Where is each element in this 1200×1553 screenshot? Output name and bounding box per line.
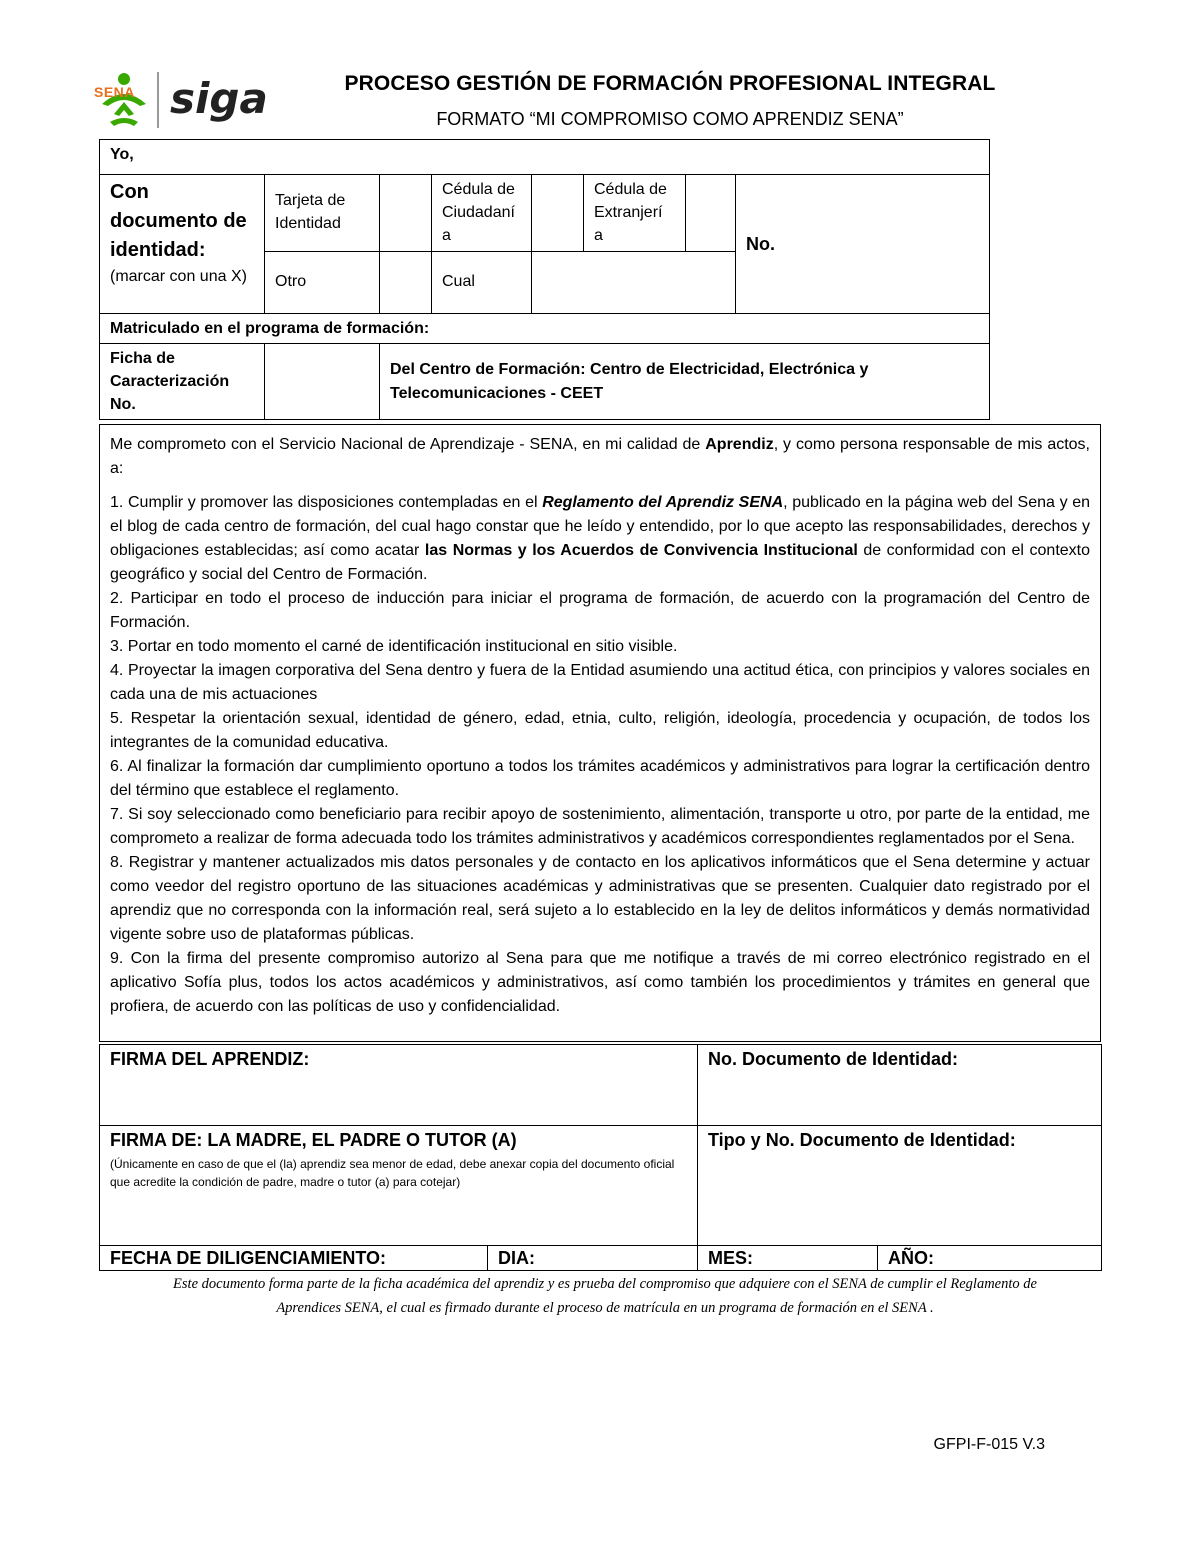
tutor-note: (Únicamente en caso de que el (la) aprendiz sea menor de edad, debe anexar copia del documento oficial que acredite la condición de padre, madre o tutor (a) para cotejar) xyxy=(110,1157,675,1189)
commitment-text-box xyxy=(99,424,1101,1042)
commitment-item-5: 5. Respetar la orientación sexual, identidad de género, edad, etnia, culto, religión, ideología, procedencia y ocupación, de todos los integrantes de la comunidad educativa. xyxy=(110,710,1090,751)
ficha-label: Ficha de Caracterización No. xyxy=(100,343,265,420)
identity-table xyxy=(99,139,990,420)
no-documento-field[interactable]: No. Documento de Identidad: xyxy=(698,1045,1102,1126)
commitment-item-7: 7. Si soy seleccionado como beneficiario para recibir apoyo de sostenimiento, alimentación, transporte u otro, por parte de la entidad, me comprometo a realizar de forma adecuada todo los trámites administrativos y académicos correspondientes reglamentados por el Sena. xyxy=(110,806,1090,847)
signature-table xyxy=(99,1044,1102,1271)
matriculado-field[interactable]: Matriculado en el programa de formación: xyxy=(100,313,990,343)
dia-field[interactable]: DIA: xyxy=(488,1246,698,1271)
siga-logo-text: siga xyxy=(170,74,268,123)
form-code: GFPI-F-015 V.3 xyxy=(933,1436,1045,1453)
sena-siga-logo xyxy=(92,70,268,132)
commitment-item-3: 3. Portar en todo momento el carné de identificación institucional en sitio visible. xyxy=(110,638,678,655)
document-type-label-cell xyxy=(100,175,265,314)
cual-label: Cual xyxy=(432,251,532,313)
cedula-ciudadania-label: Cédula de Ciudadaní a xyxy=(432,175,532,252)
commitment-item-2: 2. Participar en todo el proceso de inducción para iniciar el programa de formación, de acuerdo con la programación del Centro de Formación. xyxy=(110,590,1090,631)
commitment-item-6: 6. Al finalizar la formación dar cumplimiento oportuno a todos los trámites académicos y administrativos para lograr la certificación dentro del término que establece el reglamento. xyxy=(110,758,1090,799)
otro-checkbox[interactable] xyxy=(380,251,432,313)
cedula-extranjeria-checkbox[interactable] xyxy=(686,175,736,252)
logo-divider xyxy=(157,72,159,128)
firma-tutor-field[interactable] xyxy=(100,1126,698,1246)
document-number-field[interactable]: No. xyxy=(736,175,990,314)
mes-field[interactable]: MES: xyxy=(698,1246,878,1271)
commitment-item-1: 1. Cumplir y promover las disposiciones contempladas en el Reglamento del Aprendiz SENA, publicado en la página web del Sena y en el blog de cada centro de formación, del cual hago constar que he leído y entendido, por lo que acepto las responsabilidades, derechos y obligaciones establecidas; así como acatar las Normas y los Acuerdos de Convivencia Institucional de conformidad con el contexto geográfico y social del Centro de Formación. xyxy=(110,494,1091,583)
firma-tutor-label: FIRMA DE: LA MADRE, EL PADRE O TUTOR (A) xyxy=(110,1130,517,1150)
marcar-label: (marcar con una X) xyxy=(110,268,247,285)
cedula-extranjeria-label: Cédula de Extranjerí a xyxy=(584,175,686,252)
commitment-item-4: 4. Proyectar la imagen corporativa del Sena dentro y fuera de la Entidad asumiendo una actitud ética, con principios y valores sociales en cada una de mis actuaciones xyxy=(110,662,1090,703)
tarjeta-label: Tarjeta de Identidad xyxy=(265,175,380,252)
page-subtitle: FORMATO “MI COMPROMISO COMO APRENDIZ SENA” xyxy=(436,109,904,129)
commitment-item-9: 9. Con la firma del presente compromiso autorizo al Sena para que me notifique a través de mi correo electrónico registrado en el aplicativo Sofía plus, todos los actos académicos y administrativos, así como también los procedimientos y trámites en general que profiera, de acuerdo con las políticas de uso y confidencialidad. xyxy=(110,950,1090,1015)
cedula-ciudadania-checkbox[interactable] xyxy=(532,175,584,252)
otro-label: Otro xyxy=(265,251,380,313)
fecha-label: FECHA DE DILIGENCIAMIENTO: xyxy=(100,1246,488,1271)
anio-field[interactable]: AÑO: xyxy=(878,1246,1102,1271)
sena-logo-text: SENA xyxy=(94,84,135,100)
commitment-item-8: 8. Registrar y mantener actualizados mis datos personales y de contacto en los aplicativos informáticos que el Sena determine y actuar como veedor del registro oportuno de las situaciones académicas y administrativas que se presenten. Cualquier dato registrado por el aprendiz que no corresponda con la información real, será sujeto a lo establecido en la ley de delitos informáticos y demás normatividad vigente sobre uso de plataformas públicas. xyxy=(110,854,1090,943)
centro-formacion-label: Del Centro de Formación: Centro de Electricidad, Electrónica y Telecomunicaciones - CEET xyxy=(380,343,990,420)
yo-field[interactable]: Yo, xyxy=(100,140,990,175)
ficha-number-field[interactable] xyxy=(265,343,380,420)
sena-logo-icon xyxy=(92,70,156,132)
firma-aprendiz-field[interactable]: FIRMA DEL APRENDIZ: xyxy=(100,1045,698,1126)
tipo-documento-field[interactable]: Tipo y No. Documento de Identidad: xyxy=(698,1126,1102,1246)
page-title: PROCESO GESTIÓN DE FORMACIÓN PROFESIONAL INTEGRAL xyxy=(344,72,996,95)
tarjeta-checkbox[interactable] xyxy=(380,175,432,252)
cual-field[interactable] xyxy=(532,251,736,313)
commitment-intro: Me comprometo con el Servicio Nacional de Aprendizaje - SENA, en mi calidad de Aprendiz, y como persona responsable de mis actos, a: xyxy=(110,436,1091,477)
footnote: Este documento forma parte de la ficha académica del aprendiz y es prueba del compromiso que adquiere con el SENA de cumplir el Reglamento de Aprendices SENA, el cual es firmado durante el proceso de matrícula en un programa de formación en el SENA . xyxy=(173,1276,1037,1316)
con-documento-label: Con documento de identidad: xyxy=(110,181,247,261)
